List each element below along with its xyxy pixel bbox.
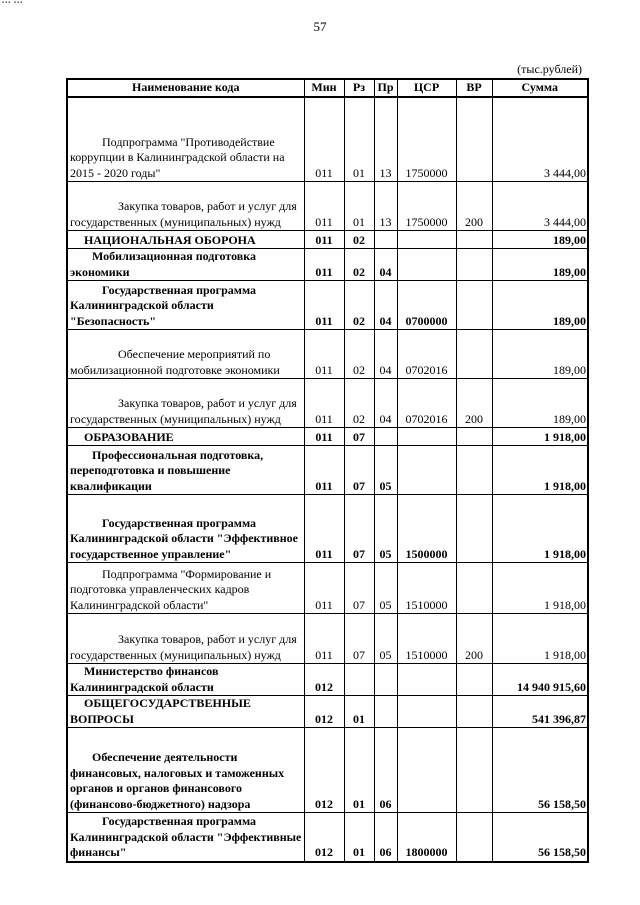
row-min: 011 xyxy=(304,231,344,249)
row-name: Государственная программа Калининградской области "Эффективные финансы" xyxy=(67,813,304,862)
header-name: Наименование кода xyxy=(67,79,304,97)
row-csr: 1750000 xyxy=(397,182,456,231)
row-sum: 189,00 xyxy=(492,330,588,379)
row-vr: 200 xyxy=(456,182,492,231)
row-name: Государственная программа Калининградской области "Эффективное государственное управление" xyxy=(67,495,304,563)
table-row xyxy=(67,728,588,813)
row-vr: 200 xyxy=(456,379,492,428)
row-name: ОБЩЕГОСУДАРСТВЕННЫЕ ВОПРОСЫ xyxy=(67,696,304,728)
row-vr xyxy=(456,97,492,182)
row-min: 011 xyxy=(304,379,344,428)
header-min: Мин xyxy=(304,79,344,97)
row-rz: 02 xyxy=(344,231,374,249)
row-pr xyxy=(374,231,397,249)
row-pr: 05 xyxy=(374,614,397,664)
row-rz: 02 xyxy=(344,249,374,281)
row-csr: 1510000 xyxy=(397,563,456,614)
table-row xyxy=(67,614,588,664)
row-vr xyxy=(456,281,492,330)
row-csr: 1800000 xyxy=(397,813,456,862)
row-name: Закупка товаров, работ и услуг для государственных (муниципальных) нужд xyxy=(67,614,304,664)
row-csr: 1500000 xyxy=(397,495,456,563)
row-vr xyxy=(456,664,492,696)
row-min: 011 xyxy=(304,428,344,446)
table-row xyxy=(67,330,588,379)
row-csr xyxy=(397,696,456,728)
row-csr: 1510000 xyxy=(397,614,456,664)
row-pr: 04 xyxy=(374,281,397,330)
row-name: Подпрограмма "Противодействие коррупции в Калининградской области на 2015 - 2020 годы" xyxy=(67,97,304,182)
table-row xyxy=(67,446,588,495)
row-name: Подпрограмма "Формирование и подготовка управленческих кадров Калининградской области" xyxy=(67,563,304,614)
row-rz: 01 xyxy=(344,728,374,813)
row-pr: 06 xyxy=(374,813,397,862)
row-vr xyxy=(456,495,492,563)
row-vr xyxy=(456,696,492,728)
row-vr xyxy=(456,330,492,379)
row-vr xyxy=(456,563,492,614)
row-pr: 05 xyxy=(374,563,397,614)
row-name: Закупка товаров, работ и услуг для государственных (муниципальных) нужд xyxy=(67,182,304,231)
row-name: ОБРАЗОВАНИЕ xyxy=(67,428,304,446)
row-min: 011 xyxy=(304,614,344,664)
table-row xyxy=(67,563,588,614)
row-sum: 1 918,00 xyxy=(492,495,588,563)
row-sum: 1 918,00 xyxy=(492,428,588,446)
row-min: 011 xyxy=(304,97,344,182)
row-sum: 1 918,00 xyxy=(492,563,588,614)
row-min: 011 xyxy=(304,330,344,379)
row-vr xyxy=(456,813,492,862)
row-min: 011 xyxy=(304,249,344,281)
row-vr xyxy=(456,446,492,495)
row-min: 011 xyxy=(304,495,344,563)
row-csr: 0702016 xyxy=(397,330,456,379)
row-min: 011 xyxy=(304,563,344,614)
units-label: (тыс.рублей) xyxy=(517,62,582,76)
table-row xyxy=(67,813,588,862)
row-pr: 13 xyxy=(374,182,397,231)
row-rz: 01 xyxy=(344,182,374,231)
table-row xyxy=(67,428,588,446)
table-header-row xyxy=(67,79,588,97)
row-csr: 0702016 xyxy=(397,379,456,428)
page-number: 57 xyxy=(313,19,327,34)
row-sum: 1 918,00 xyxy=(492,446,588,495)
row-pr: 04 xyxy=(374,330,397,379)
row-sum: 56 158,50 xyxy=(492,813,588,862)
row-csr xyxy=(397,446,456,495)
row-rz: 07 xyxy=(344,446,374,495)
row-sum: 3 444,00 xyxy=(492,97,588,182)
row-pr xyxy=(374,696,397,728)
row-name: Министерство финансов Калининградской области xyxy=(67,664,304,696)
row-sum: 189,00 xyxy=(492,281,588,330)
row-pr xyxy=(374,428,397,446)
row-vr xyxy=(456,249,492,281)
row-min: 012 xyxy=(304,664,344,696)
row-rz: 01 xyxy=(344,97,374,182)
row-sum: 189,00 xyxy=(492,249,588,281)
header-vr: ВР xyxy=(456,79,492,97)
budget-table xyxy=(66,78,589,863)
row-rz: 01 xyxy=(344,813,374,862)
table-row xyxy=(67,281,588,330)
row-sum: 3 444,00 xyxy=(492,182,588,231)
row-sum: 189,00 xyxy=(492,379,588,428)
row-sum: 541 396,87 xyxy=(492,696,588,728)
row-sum: 56 158,50 xyxy=(492,728,588,813)
row-min: 012 xyxy=(304,696,344,728)
row-rz: 01 xyxy=(344,696,374,728)
header-rz: Рз xyxy=(344,79,374,97)
header-csr: ЦСР xyxy=(397,79,456,97)
header-sum: Сумма xyxy=(492,79,588,97)
row-min: 011 xyxy=(304,446,344,495)
scan-corner-mark: ▪▪▪ ▪▪▪ xyxy=(2,0,24,6)
row-csr: 1750000 xyxy=(397,97,456,182)
row-name: НАЦИОНАЛЬНАЯ ОБОРОНА xyxy=(67,231,304,249)
row-vr: 200 xyxy=(456,614,492,664)
row-rz xyxy=(344,664,374,696)
row-rz: 07 xyxy=(344,428,374,446)
table-row xyxy=(67,495,588,563)
row-min: 012 xyxy=(304,728,344,813)
table-row xyxy=(67,664,588,696)
row-pr: 05 xyxy=(374,446,397,495)
row-name: Государственная программа Калининградской области "Безопасность" xyxy=(67,281,304,330)
row-vr xyxy=(456,428,492,446)
header-pr: Пр xyxy=(374,79,397,97)
row-rz: 07 xyxy=(344,614,374,664)
row-pr xyxy=(374,664,397,696)
row-sum: 14 940 915,60 xyxy=(492,664,588,696)
row-vr xyxy=(456,231,492,249)
row-name: Мобилизационная подготовка экономики xyxy=(67,249,304,281)
row-sum: 189,00 xyxy=(492,231,588,249)
row-rz: 02 xyxy=(344,379,374,428)
table-row xyxy=(67,696,588,728)
table-row xyxy=(67,97,588,182)
row-rz: 02 xyxy=(344,281,374,330)
row-name: Профессиональная подготовка, переподготовка и повышение квалификации xyxy=(67,446,304,495)
row-name: Обеспечение мероприятий по мобилизационной подготовке экономики xyxy=(67,330,304,379)
row-pr: 05 xyxy=(374,495,397,563)
row-csr xyxy=(397,664,456,696)
row-rz: 07 xyxy=(344,563,374,614)
row-pr: 04 xyxy=(374,379,397,428)
row-name: Обеспечение деятельности финансовых, налоговых и таможенных органов и органов финансового (финансово-бюджетного) надзора xyxy=(67,728,304,813)
row-csr xyxy=(397,428,456,446)
table-row xyxy=(67,231,588,249)
row-pr: 13 xyxy=(374,97,397,182)
table-row xyxy=(67,379,588,428)
row-csr xyxy=(397,231,456,249)
row-csr: 0700000 xyxy=(397,281,456,330)
row-csr xyxy=(397,249,456,281)
table-row xyxy=(67,182,588,231)
row-min: 011 xyxy=(304,182,344,231)
row-rz: 02 xyxy=(344,330,374,379)
row-pr: 04 xyxy=(374,249,397,281)
row-min: 011 xyxy=(304,281,344,330)
table-row xyxy=(67,249,588,281)
row-name: Закупка товаров, работ и услуг для государственных (муниципальных) нужд xyxy=(67,379,304,428)
row-csr xyxy=(397,728,456,813)
row-pr: 06 xyxy=(374,728,397,813)
row-vr xyxy=(456,728,492,813)
row-rz: 07 xyxy=(344,495,374,563)
row-min: 012 xyxy=(304,813,344,862)
row-sum: 1 918,00 xyxy=(492,614,588,664)
